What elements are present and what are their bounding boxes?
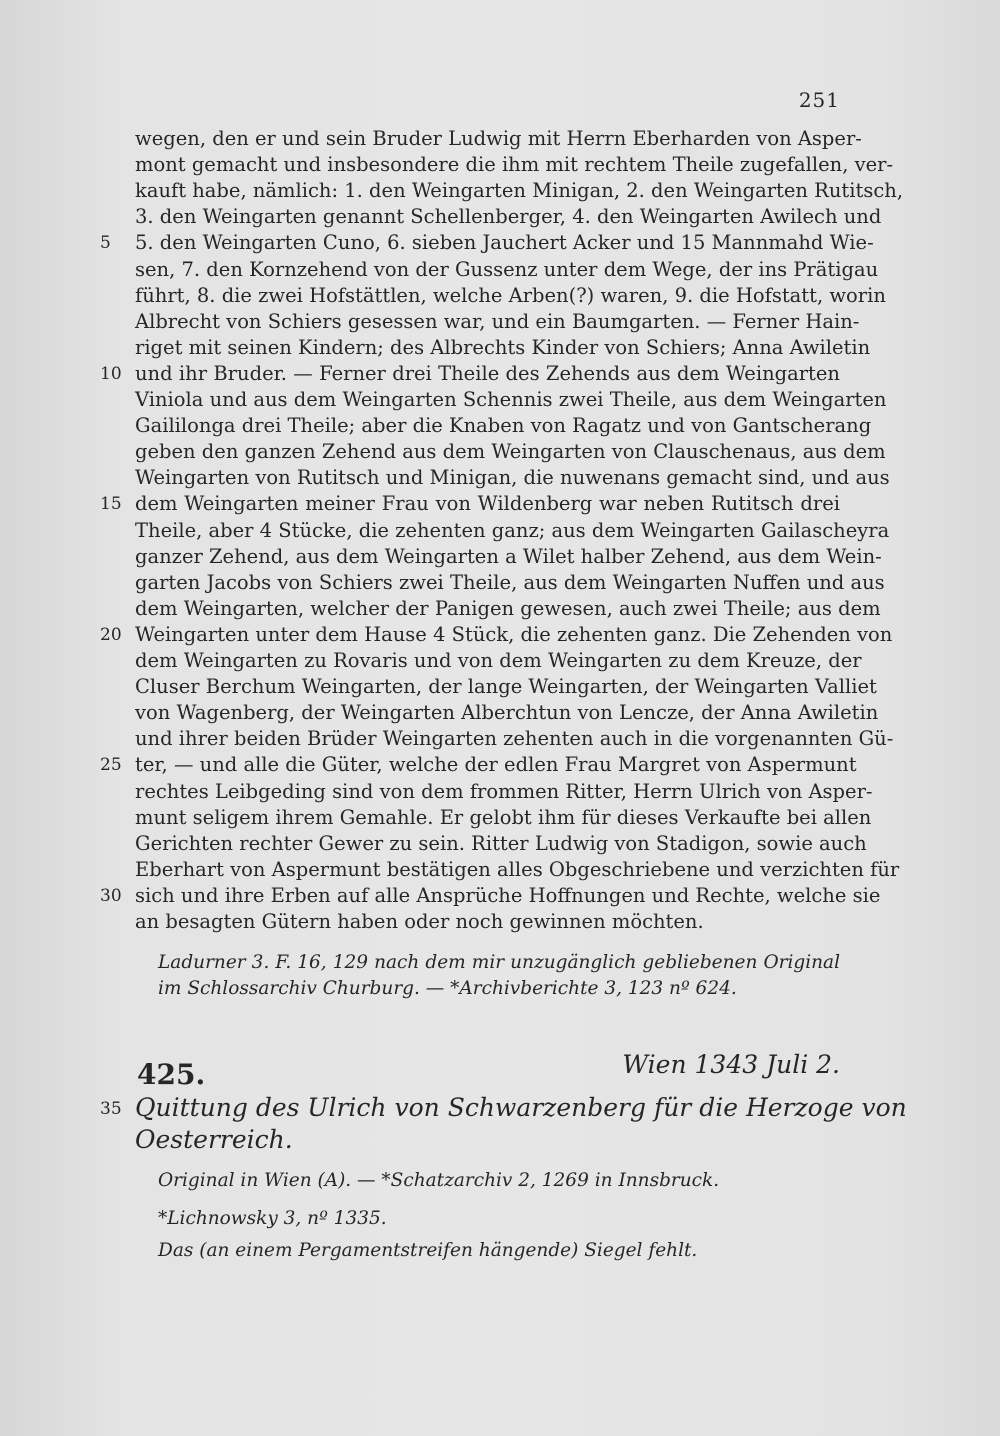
body-line: wegen, den er und sein Bruder Ludwig mit Herrn Eberharden von Asper-: [135, 127, 862, 150]
body-line: dem Weingarten meiner Frau von Wildenberg war neben Rutitsch drei: [135, 492, 840, 515]
body-line: Weingarten unter dem Hause 4 Stück, die zehenten ganz. Die Zehenden von: [135, 623, 893, 646]
body-line: munt seligem ihrem Gemahle. Er gelobt ihm für dieses Verkaufte bei allen: [135, 806, 872, 829]
body-line: Albrecht von Schiers gesessen war, und ein Baumgarten. — Ferner Hain-: [135, 310, 860, 333]
page-number: 251: [798, 88, 840, 112]
body-line: von Wagenberg, der Weingarten Alberchtun von Lencze, der Anna Awiletin: [135, 701, 879, 724]
line-number: 15: [100, 494, 122, 514]
body-line: riget mit seinen Kindern; des Albrechts Kinder von Schiers; Anna Awiletin: [135, 336, 871, 359]
body-line: mont gemacht und insbesondere die ihm mit rechtem Theile zugefallen, ver-: [135, 153, 894, 176]
body-line: garten Jacobs von Schiers zwei Theile, aus dem Weingarten Nuffen und aus: [135, 571, 885, 594]
body-line: ganzer Zehend, aus dem Weingarten a Wilet halber Zehend, aus dem Wein-: [135, 545, 882, 568]
source-original: Original in Wien (A). — *Schatzarchiv 2, 1269 in Innsbruck.: [158, 1170, 720, 1191]
body-line: dem Weingarten, welcher der Panigen gewesen, auch zwei Theile; aus dem: [135, 597, 881, 620]
line-number: 20: [100, 625, 122, 645]
line-number: 30: [100, 886, 122, 906]
regest-line: Quittung des Ulrich von Schwarzenberg für die Herzoge von: [135, 1093, 907, 1122]
body-line: rechtes Leibgeding sind von dem frommen Ritter, Herrn Ulrich von Asper-: [135, 780, 873, 803]
body-line: Eberhart von Aspermunt bestätigen alles Obgeschriebene und verzichten für: [135, 858, 900, 881]
source-lichnowsky: *Lichnowsky 3, nº 1335.: [158, 1208, 387, 1229]
line-number: 35: [100, 1099, 122, 1119]
body-line: und ihr Bruder. — Ferner drei Theile des Zehends aus dem Weingarten: [135, 362, 840, 385]
body-line: sen, 7. den Kornzehend von der Gussenz unter dem Wege, der ins Prätigau: [135, 258, 879, 281]
body-line: und ihrer beiden Brüder Weingarten zehenten auch in die vorgenannten Gü-: [135, 727, 894, 750]
body-line: an besagten Gütern haben oder noch gewinnen möchten.: [135, 910, 704, 933]
body-line: Weingarten von Rutitsch und Minigan, die nuwenans gemacht sind, und aus: [135, 466, 890, 489]
body-line: geben den ganzen Zehend aus dem Weingarten von Clauschenaus, aus dem: [135, 440, 886, 463]
footnote-line: im Schlossarchiv Churburg. — *Archivberichte 3, 123 nº 624.: [158, 978, 737, 999]
body-line: Gerichten rechter Gewer zu sein. Ritter Ludwig von Stadigon, sowie auch: [135, 832, 867, 855]
body-line: 5. den Weingarten Cuno, 6. sieben Jauchert Acker und 15 Mannmahd Wie-: [135, 231, 874, 254]
seal-note: Das (an einem Pergamentstreifen hängende) Siegel fehlt.: [158, 1240, 698, 1261]
body-line: ter, — und alle die Güter, welche der edlen Frau Margret von Aspermunt: [135, 753, 857, 776]
regest-line: Oesterreich.: [135, 1125, 293, 1154]
body-line: 3. den Weingarten genannt Schellenberger, 4. den Weingarten Awilech und: [135, 205, 882, 228]
document-number: 425.: [137, 1058, 206, 1091]
line-number: 25: [100, 755, 122, 775]
body-line: dem Weingarten zu Rovaris und von dem Weingarten zu dem Kreuze, der: [135, 649, 862, 672]
body-line: Viniola und aus dem Weingarten Schennis zwei Theile, aus dem Weingarten: [135, 388, 887, 411]
line-number: 5: [100, 233, 111, 253]
document-date: Wien 1343 Juli 2.: [622, 1050, 840, 1079]
footnote-line: Ladurner 3. F. 16, 129 nach dem mir unzugänglich gebliebenen Original: [158, 952, 840, 973]
line-number: 10: [100, 364, 122, 384]
body-line: kauft habe, nämlich: 1. den Weingarten Minigan, 2. den Weingarten Rutitsch,: [135, 179, 904, 202]
body-line: Theile, aber 4 Stücke, die zehenten ganz; aus dem Weingarten Gailascheyra: [135, 519, 890, 542]
body-line: sich und ihre Erben auf alle Ansprüche Hoffnungen und Rechte, welche sie: [135, 884, 881, 907]
body-line: Cluser Berchum Weingarten, der lange Weingarten, der Weingarten Valliet: [135, 675, 877, 698]
body-line: Gaililonga drei Theile; aber die Knaben von Ragatz und von Gantscherang: [135, 414, 872, 437]
body-line: führt, 8. die zwei Hofstättlen, welche Arben(?) waren, 9. die Hofstatt, worin: [135, 284, 886, 307]
